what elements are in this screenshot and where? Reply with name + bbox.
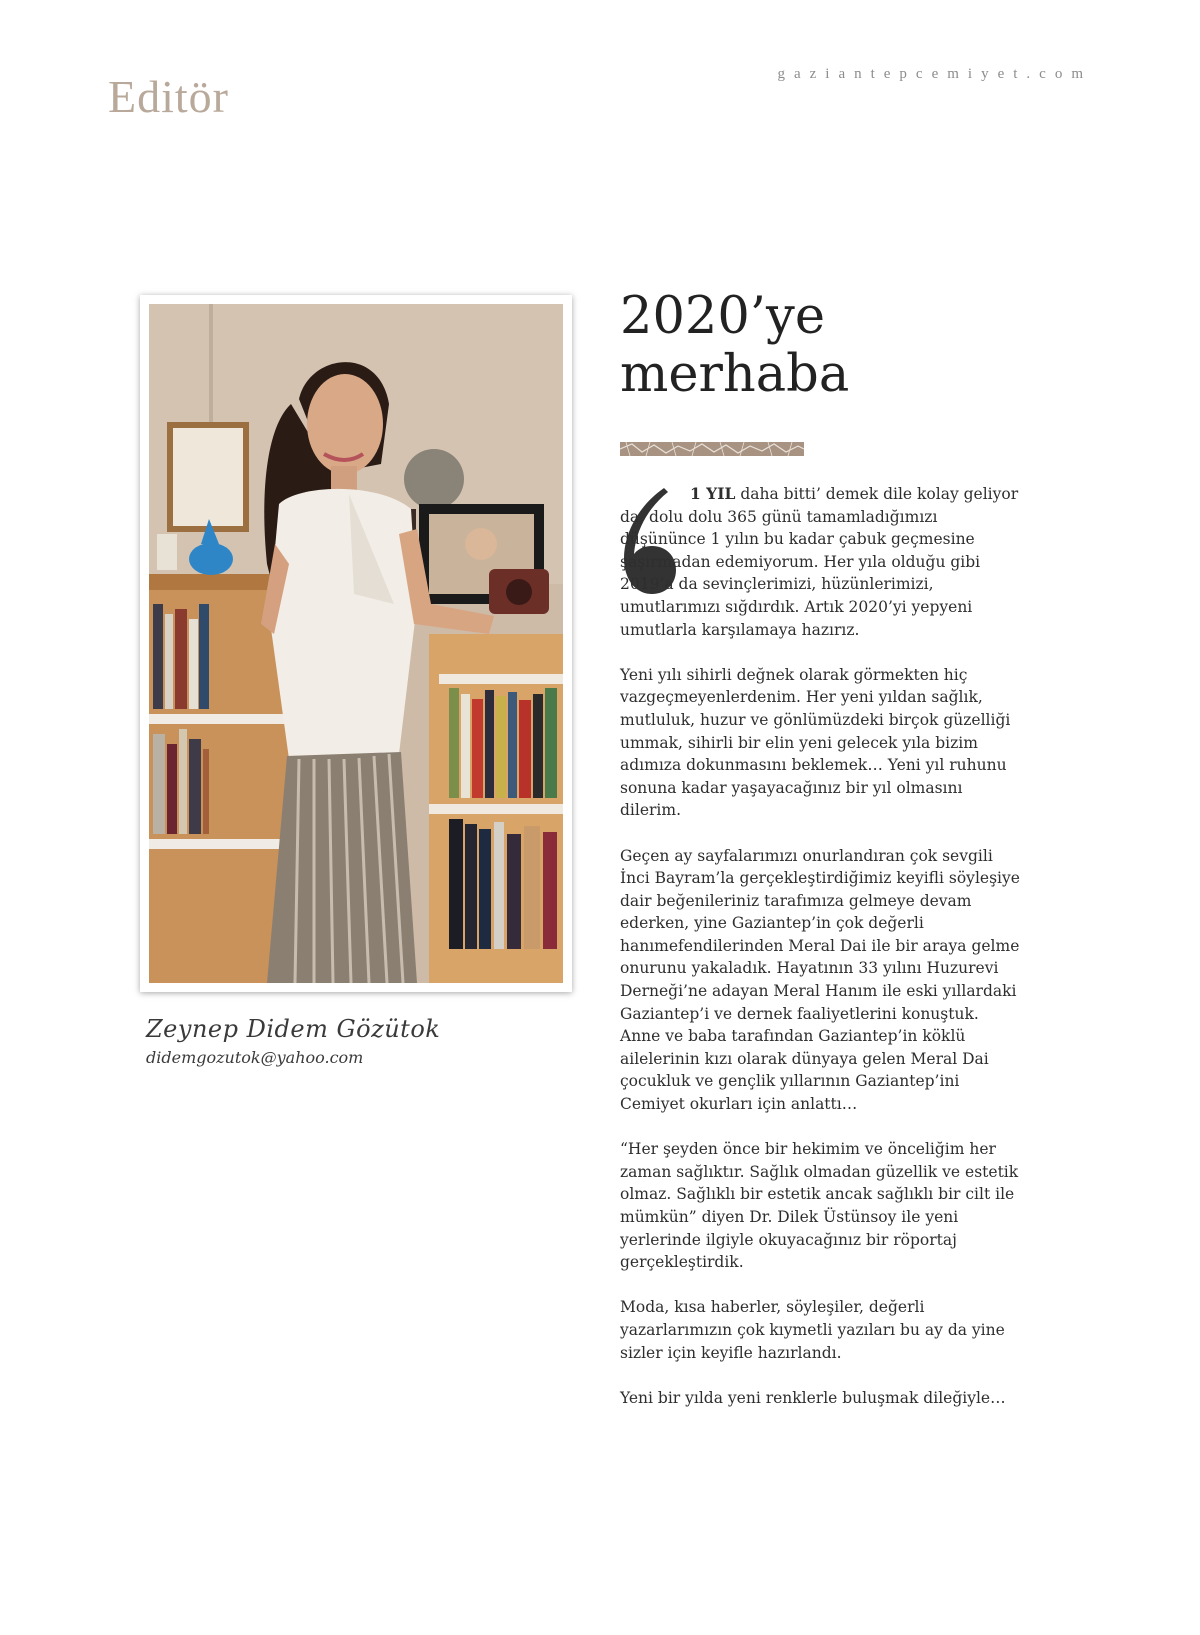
article-body <box>620 483 1020 1432</box>
editor-email[interactable]: didemgozutok@yahoo.com <box>146 1048 364 1067</box>
editor-name: Zeynep Didem Gözütok <box>146 1015 441 1043</box>
site-url[interactable]: gaziantepcemiyet.com <box>777 66 1092 82</box>
editor-photo <box>149 304 563 983</box>
lead-word: 1 YIL <box>690 484 736 503</box>
article-title-line-1: 2020’ye <box>620 287 825 346</box>
article-paragraph-1 <box>620 483 1020 641</box>
article-paragraph-5: Moda, kısa haberler, söyleşiler, değerli yazarlarımızın çok kıymetli yazıları bu ay da yine sizler için keyifle hazırlandı. <box>620 1298 1005 1362</box>
title-ornament <box>620 442 804 456</box>
article-paragraph-2: Yeni yılı sihirli değnek olarak görmekten hiç vazgeçmeyenlerdenim. Her yeni yıldan sağlık, mutluluk, huzur ve gönlümüzdeki birçok güzelliği ummak, sihirli bir elin yeni gelecek yıla bizim adımıza dokunmasını beklemek… Yeni yıl ruhunu sonuna kadar yaşayacağınız bir yıl olmasını dilerim. <box>620 665 1011 820</box>
article-paragraph-6: Yeni bir yılda yeni renklerle buluşmak dileğiyle… <box>620 1388 1006 1407</box>
article-title <box>620 288 1040 404</box>
editor-photo-frame <box>140 295 572 992</box>
article-title-line-2: merhaba <box>620 345 850 404</box>
article-paragraph-4: “Her şeyden önce bir hekimim ve önceliğim her zaman sağlıktır. Sağlık olmadan güzellik ve estetik olmaz. Sağlıklı bir estetik ancak sağlıklı bir cilt ile mümkün” diyen Dr. Dilek Üstünsoy ile yeni yerlerinde ilgiyle okuyacağınız bir röportaj gerçekleştirdik. <box>620 1140 1019 1272</box>
editor-photo-illustration <box>149 304 563 983</box>
article-paragraph-1-text: daha bitti’ demek dile kolay geliyor da, dolu dolu 365 günü tamamladığımızı düşününce 1 yılın bu kadar çabuk geçmesine şaşırmadan edemiyorum. Her yıla olduğu gibi 2019’a da sevinçlerimizi, hüzünlerimizi, umutlarımızı sığdırdık. Artık 2020’yi yepyeni umutlarla karşılamaya hazırız. <box>620 485 1019 639</box>
section-label: Editör <box>108 71 229 122</box>
article-paragraph-3: Geçen ay sayfalarımızı onurlandıran çok sevgili İnci Bayram’la gerçekleştirdiğimiz keyifli söyleşiye dair beğenileriniz tarafımıza gelmeye devam ederken, yine Gaziantep’in çok değerli hanımefendilerinden Meral Dai ile bir araya gelme onurunu yakaladık. Hayatının 33 yılını Huzurevi Derneği’ne adayan Meral Hanım ile eski yıllardaki Gaziantep’i ve dernek faaliyetlerini konuştuk. Anne ve baba tarafından Gaziantep’in köklü ailelerinin kızı olarak dünyaya gelen Meral Dai çocukluk ve gençlik yıllarının Gaziantep’ini Cemiyet okurları için anlattı… <box>620 846 1020 1114</box>
